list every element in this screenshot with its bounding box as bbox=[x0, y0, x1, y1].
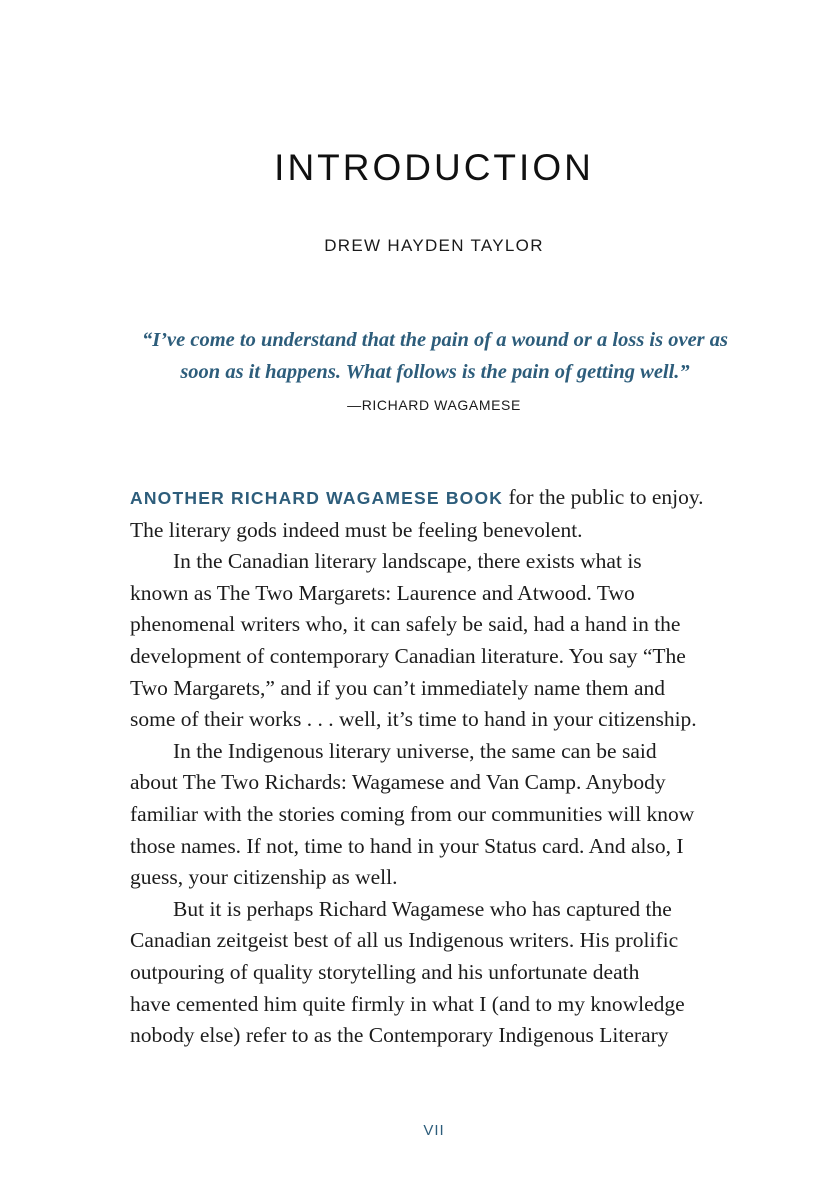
body-line: about The Two Richards: Wagamese and Van Camp. Anybody bbox=[130, 770, 666, 795]
page-number: VII bbox=[423, 1122, 445, 1139]
body-line: nobody else) refer to as the Contemporary Indigenous Literary bbox=[130, 1023, 669, 1048]
body-line: But it is perhaps Richard Wagamese who has captured the bbox=[173, 896, 672, 921]
body-line: Two Margarets,” and if you can’t immediately name them and bbox=[130, 675, 666, 700]
body-line: In the Canadian literary landscape, there exists what is bbox=[173, 549, 642, 574]
body-line: development of contemporary Canadian literature. You say “The bbox=[130, 643, 686, 668]
chapter-author: DREW HAYDEN TAYLOR bbox=[324, 236, 544, 255]
epigraph-line: “I’ve come to understand that the pain of a wound or a loss is over as bbox=[141, 329, 728, 351]
epigraph-attribution: —RICHARD WAGAMESE bbox=[347, 397, 521, 413]
body-line: outpouring of quality storytelling and his unfortunate death bbox=[130, 959, 640, 984]
body-line bbox=[130, 482, 735, 515]
body-line: have cemented him quite firmly in what I (and to my knowledge bbox=[130, 991, 685, 1016]
lead-in-text: ANOTHER RICHARD WAGAMESE BOOK bbox=[130, 488, 504, 508]
body-line: guess, your citizenship as well. bbox=[130, 865, 398, 890]
body-line: In the Indigenous literary universe, the same can be said bbox=[173, 738, 657, 763]
body-text bbox=[130, 482, 735, 1052]
chapter-title: INTRODUCTION bbox=[274, 147, 594, 188]
body-line-text: for the public to enjoy. bbox=[503, 485, 704, 509]
body-line: phenomenal writers who, it can safely be said, had a hand in the bbox=[130, 612, 681, 637]
body-line: The literary gods indeed must be feeling benevolent. bbox=[130, 517, 583, 542]
body-line: known as The Two Margarets: Laurence and Atwood. Two bbox=[130, 580, 635, 605]
epigraph-line: soon as it happens. What follows is the pain of getting well.” bbox=[180, 361, 690, 383]
body-line: those names. If not, time to hand in your Status card. And also, I bbox=[130, 833, 684, 858]
body-line: Canadian zeitgeist best of all us Indigenous writers. His prolific bbox=[130, 928, 679, 953]
body-line: familiar with the stories coming from our communities will know bbox=[130, 801, 695, 826]
body-line: some of their works . . . well, it’s time to hand in your citizenship. bbox=[130, 707, 697, 732]
epigraph-quote bbox=[130, 324, 740, 388]
